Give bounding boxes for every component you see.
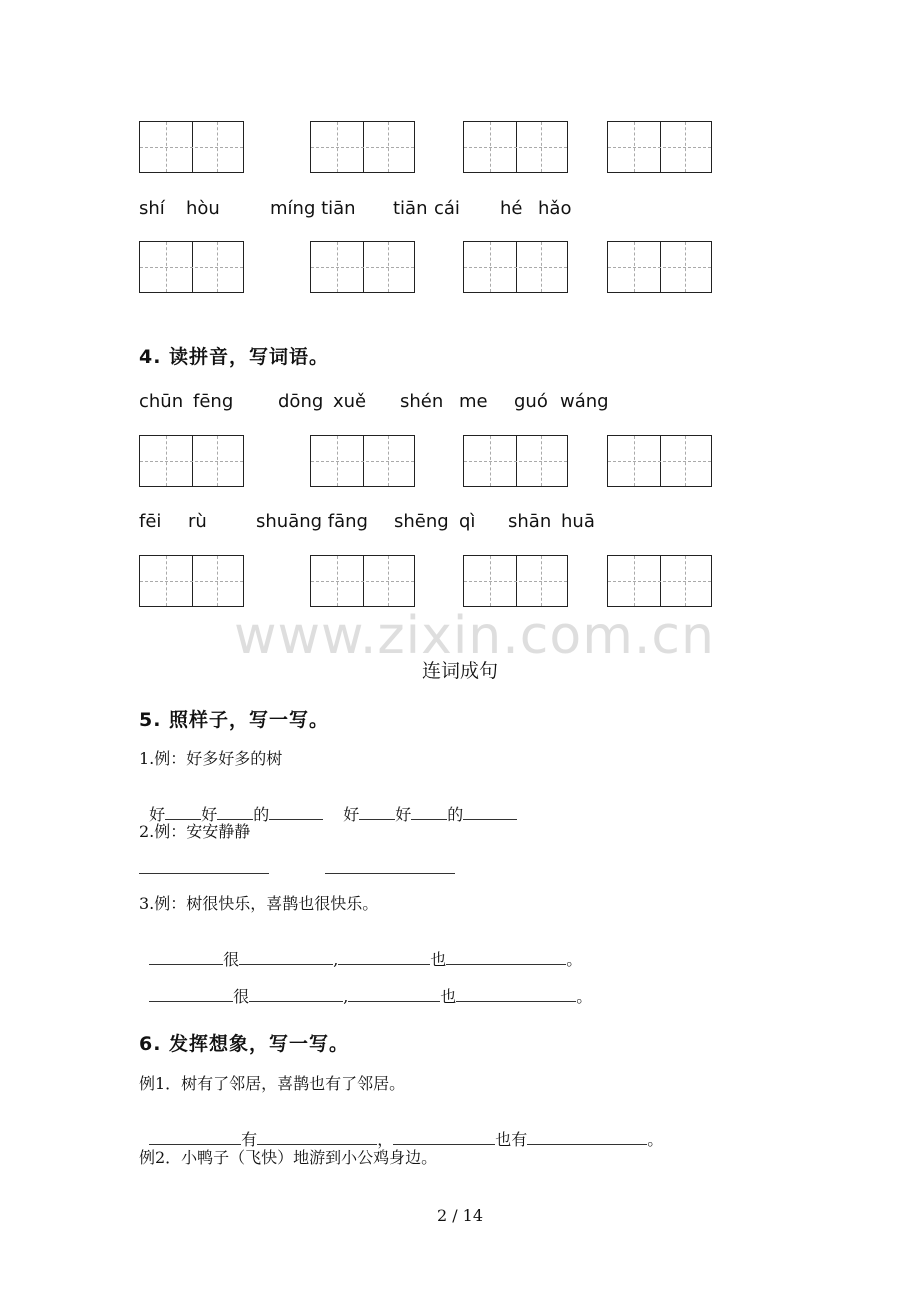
period: 。 [647,1130,664,1149]
pinyin: guó [514,391,548,412]
page-number: 2 / 14 [436,1206,484,1225]
pinyin: cái [434,198,460,219]
comma: ， [377,1130,394,1149]
pinyin: tiān [393,198,428,219]
writing-box[interactable] [310,555,415,607]
blank[interactable] [149,987,233,1002]
writing-box[interactable] [139,121,244,173]
char-you: 有 [241,1130,258,1149]
blank[interactable] [165,805,201,820]
pinyin: fēng [193,391,234,412]
writing-box[interactable] [310,241,415,293]
pinyin: xuě [333,391,367,412]
pinyin: shēng [394,511,449,532]
blank[interactable] [463,805,517,820]
pinyin: rù [188,511,207,532]
char-hao: 好 [395,805,412,824]
blank[interactable] [456,987,576,1002]
blank[interactable] [411,805,447,820]
blank[interactable] [338,950,430,965]
char-ye: 也 [430,950,447,969]
char-hao: 好 [149,805,166,824]
blank[interactable] [527,1130,647,1145]
blank[interactable] [269,805,323,820]
pinyin: dōng [278,391,324,412]
blank[interactable] [393,1130,495,1145]
blank[interactable] [149,950,223,965]
blank[interactable] [249,987,343,1002]
example-6-2: 例2．小鸭子（飞快）地游到小公鸡身边。 [139,1148,438,1167]
pinyin: shén [400,391,444,412]
char-hen: 很 [233,987,250,1006]
writing-box[interactable] [139,241,244,293]
example-6-1: 例1．树有了邻居，喜鹊也有了邻居。 [139,1074,406,1093]
char-de: 的 [253,805,270,824]
char-de: 的 [447,805,464,824]
char-hao: 好 [343,805,360,824]
writing-box[interactable] [310,435,415,487]
blank[interactable] [348,987,440,1002]
writing-box[interactable] [607,555,712,607]
char-hao: 好 [201,805,218,824]
char-hen: 很 [223,950,240,969]
blank[interactable] [239,950,333,965]
pinyin: hǎo [538,198,572,219]
blank[interactable] [217,805,253,820]
writing-box[interactable] [607,241,712,293]
comma: , [333,950,339,969]
blank[interactable] [446,950,566,965]
pinyin: me [459,391,488,412]
writing-box[interactable] [139,435,244,487]
pinyin: hòu [186,198,220,219]
char-ye: 也 [440,987,457,1006]
writing-box[interactable] [463,241,568,293]
example-1: 1.例：好多好多的树 [139,749,283,768]
writing-box[interactable] [607,435,712,487]
writing-box[interactable] [310,121,415,173]
fill-line-6 [139,1108,663,1150]
pinyin: shān [508,511,552,532]
writing-box[interactable] [463,435,568,487]
writing-box[interactable] [607,121,712,173]
pinyin: fēi [139,511,162,532]
comma: , [343,987,349,1006]
period: 。 [576,987,593,1006]
blank[interactable] [325,873,455,874]
example-3: 3.例：树很快乐，喜鹊也很快乐。 [139,894,379,913]
fill-line-3b [139,965,592,1007]
pinyin: míng tiān [270,198,356,219]
pinyin: chūn [139,391,184,412]
blank[interactable] [257,1130,377,1145]
pinyin: qì [459,511,476,532]
section-4-heading: 4. 读拼音，写词语。 [139,346,330,368]
blank[interactable] [359,805,395,820]
section-6-heading: 6. 发挥想象，写一写。 [139,1033,350,1055]
pinyin: shuāng fāng [256,511,368,532]
pinyin: wáng [560,391,609,412]
blank[interactable] [139,873,269,874]
pinyin: huā [561,511,595,532]
example-2: 2.例：安安静静 [139,822,251,841]
center-title: 连词成句 [421,660,498,682]
watermark: www.zixin.com.cn [234,606,715,666]
pinyin: hé [500,198,523,219]
pinyin: shí [139,198,165,219]
blank[interactable] [149,1130,241,1145]
char-yeyou: 也有 [495,1130,528,1149]
fill-line-3a [139,928,582,970]
section-5-heading: 5. 照样子，写一写。 [139,709,330,731]
writing-box[interactable] [463,555,568,607]
period: 。 [566,950,583,969]
writing-box[interactable] [463,121,568,173]
writing-box[interactable] [139,555,244,607]
